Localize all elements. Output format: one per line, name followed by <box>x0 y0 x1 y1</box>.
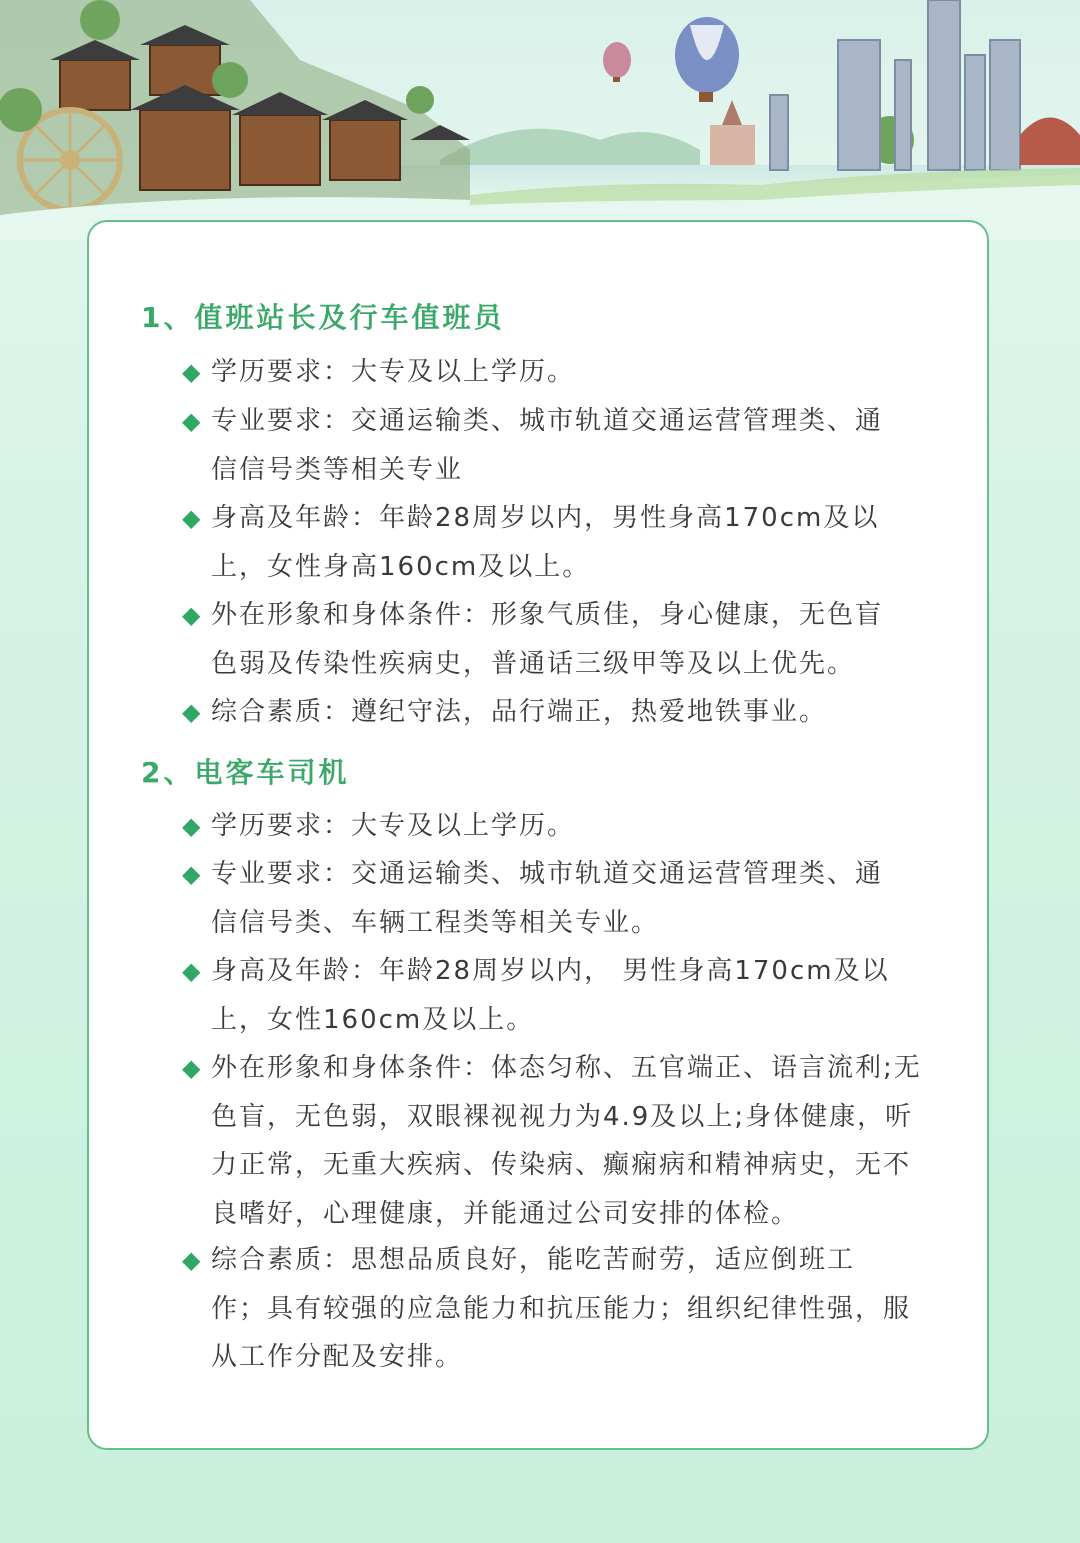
diamond-bullet-icon: ◆ <box>182 407 203 435</box>
diamond-bullet-icon: ◆ <box>182 1246 203 1274</box>
list-item: ◆ 外在形象和身体条件：体态匀称、五官端正、语言流利;无 色盲，无色弱，双眼裸视视力为4.9及以上;身体健康，听 力正常，无重大疾病、传染病、癫痫病和精神病史，无不 良嗜好，心理健康，并能通过公司安排的体检。 <box>182 1044 942 1238</box>
list-item: ◆ 专业要求：交通运输类、城市轨道交通运营管理类、通 信信号类等相关专业 <box>182 397 942 494</box>
header-illustration <box>0 0 1080 240</box>
diamond-bullet-icon: ◆ <box>182 860 203 888</box>
diamond-bullet-icon: ◆ <box>182 601 203 629</box>
section-title-station-master: 1、值班站长及行车值班员 <box>141 301 505 334</box>
diamond-bullet-icon: ◆ <box>182 698 203 726</box>
list-item: ◆ 身高及年龄：年龄28周岁以内， 男性身高170cm及以 上，女性160cm及以上。 <box>182 947 942 1044</box>
list-item: ◆ 身高及年龄：年龄28周岁以内，男性身高170cm及以 上，女性身高160cm及以上。 <box>182 494 942 591</box>
diamond-bullet-icon: ◆ <box>182 504 203 532</box>
section-title-train-driver: 2、电客车司机 <box>141 756 350 789</box>
list-item: ◆ 综合素质：思想品质良好，能吃苦耐劳，适应倒班工 作；具有较强的应急能力和抗压能力；组织纪律性强，服 从工作分配及安排。 <box>182 1236 942 1382</box>
list-item: ◆ 学历要求：大专及以上学历。 <box>182 348 942 397</box>
diamond-bullet-icon: ◆ <box>182 812 203 840</box>
list-item: ◆ 专业要求：交通运输类、城市轨道交通运营管理类、通 信信号类、车辆工程类等相关专业。 <box>182 850 942 947</box>
list-item: ◆ 学历要求：大专及以上学历。 <box>182 802 942 851</box>
list-item: ◆ 外在形象和身体条件：形象气质佳，身心健康，无色盲 色弱及传染性疾病史，普通话三级甲等及以上优先。 <box>182 591 942 688</box>
diamond-bullet-icon: ◆ <box>182 1054 203 1082</box>
diamond-bullet-icon: ◆ <box>182 957 203 985</box>
list-item: ◆ 综合素质：遵纪守法，品行端正，热爱地铁事业。 <box>182 688 942 737</box>
diamond-bullet-icon: ◆ <box>182 358 203 386</box>
